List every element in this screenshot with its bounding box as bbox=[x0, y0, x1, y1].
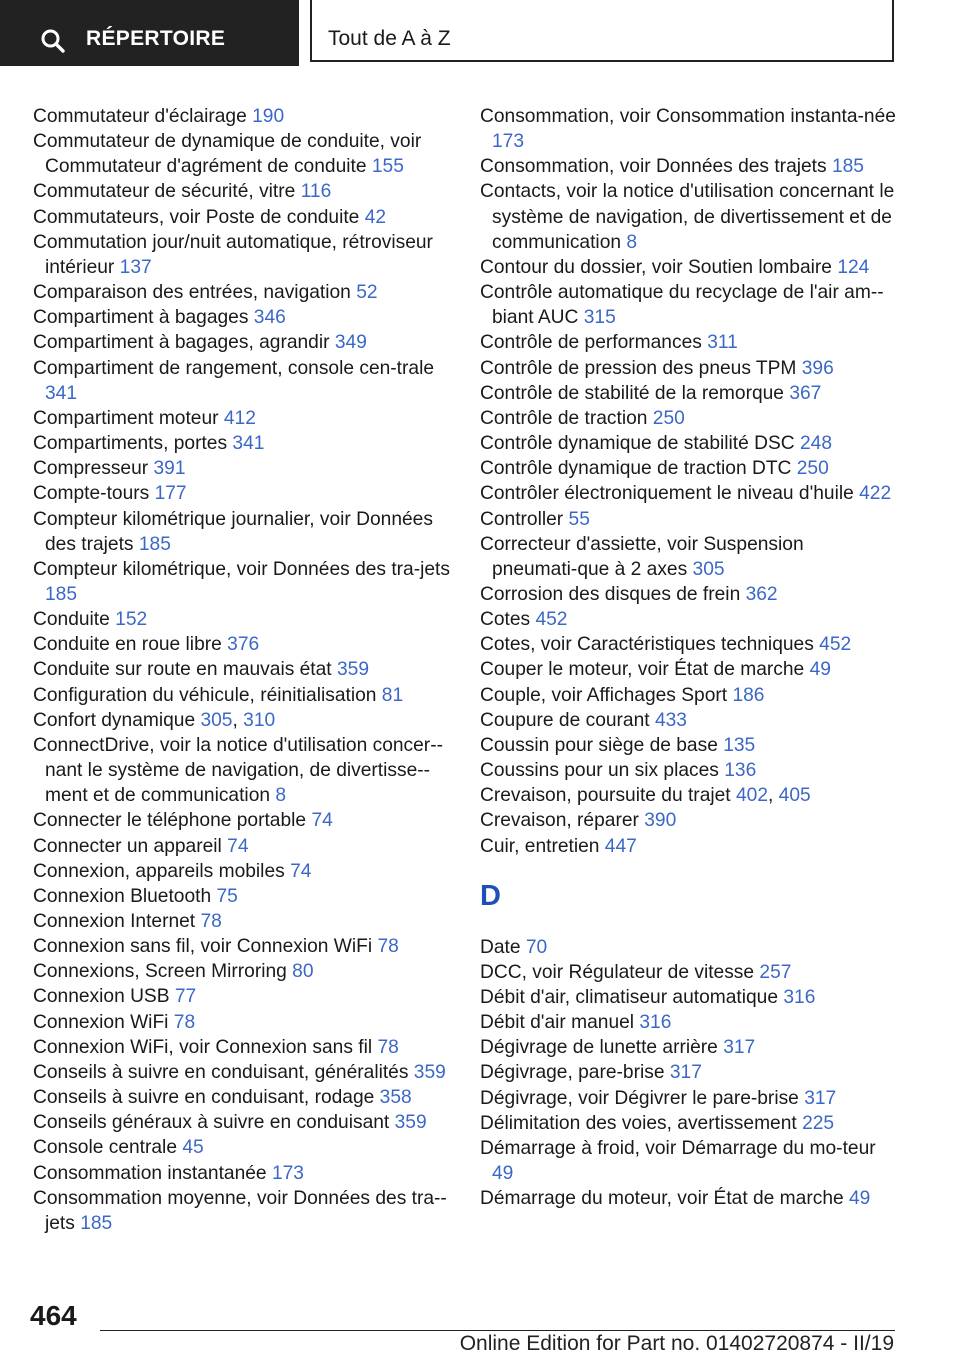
index-entry bbox=[480, 582, 900, 607]
index-entry bbox=[33, 1085, 453, 1110]
index-entry-term: Dégivrage de lunette arrière bbox=[480, 1037, 718, 1059]
index-entry-term: Commutateur d'éclairage bbox=[33, 106, 247, 127]
index-tab-label: RÉPERTOIRE bbox=[86, 27, 226, 50]
index-entry: Crevaison, poursuite du trajet 402, 405 bbox=[480, 785, 811, 807]
page-reference-link[interactable]: 359 bbox=[394, 1112, 427, 1134]
page-reference-link[interactable]: 248 bbox=[799, 433, 832, 455]
index-group-d bbox=[480, 935, 900, 1212]
index-entry-term: Conduite bbox=[33, 609, 110, 631]
index-entry bbox=[480, 834, 900, 859]
page-reference-link[interactable]: 124 bbox=[837, 256, 870, 278]
index-entry bbox=[33, 507, 453, 557]
page-reference-link[interactable]: 367 bbox=[789, 382, 822, 404]
index-entry-term: Corrosion des disques de frein bbox=[480, 583, 741, 605]
page-reference-link[interactable]: 49 bbox=[849, 1188, 871, 1210]
index-entry bbox=[480, 381, 900, 406]
section-tab[interactable] bbox=[310, 0, 894, 62]
index-entry-term: Couper le moteur, voir État de marche bbox=[480, 659, 805, 681]
index-entry bbox=[480, 632, 900, 657]
index-entry bbox=[480, 255, 900, 280]
page-reference-link[interactable]: 74 bbox=[227, 835, 249, 857]
index-entry-term: Connecter un appareil bbox=[33, 835, 222, 857]
index-entry-term: Compartiment de rangement, console cen-trale bbox=[33, 357, 435, 379]
index-entry-term: Comparaison des entrées, navigation bbox=[33, 282, 351, 304]
index-entry-term: Compresseur bbox=[33, 458, 149, 480]
page-reference-link[interactable]: 433 bbox=[654, 709, 687, 731]
page-reference-link[interactable]: 186 bbox=[732, 684, 765, 706]
index-entry bbox=[480, 532, 900, 582]
page-reference-link[interactable]: 49 bbox=[492, 1163, 514, 1185]
page-reference-link[interactable]: 78 bbox=[173, 1011, 196, 1033]
index-entry bbox=[480, 808, 900, 833]
page-reference-link[interactable]: 78 bbox=[377, 936, 399, 958]
index-entry-term: DCC, voir Régulateur de vitesse bbox=[480, 961, 755, 983]
page-reference-link[interactable]: 305 bbox=[692, 558, 725, 580]
index-entry-term: Contacts, voir la notice d'utilisation concernant le système de navigation, de divertissement et de communication bbox=[480, 181, 895, 253]
index-entry bbox=[480, 104, 900, 154]
page-reference-link[interactable]: 49 bbox=[809, 659, 831, 681]
page-reference-link[interactable]: 185 bbox=[45, 583, 78, 605]
index-entry bbox=[480, 683, 900, 708]
index-entry bbox=[480, 1010, 900, 1035]
index-entry bbox=[480, 356, 900, 381]
index-entry bbox=[480, 179, 900, 254]
top-navigation bbox=[0, 0, 960, 66]
index-entry-term: ConnectDrive, voir la notice d'utilisation concer-nant le système de navigation, de divertisse-ment et de communication bbox=[33, 734, 443, 807]
page-reference-link[interactable]: 305 bbox=[200, 709, 233, 731]
index-entry-term: Commutateurs, voir Poste de conduite bbox=[33, 206, 360, 228]
edition-footer: Online Edition for Part no. 01402720874 - II/19 bbox=[459, 1332, 894, 1355]
page-reference-link[interactable]: 391 bbox=[153, 458, 186, 480]
index-entry bbox=[33, 431, 453, 456]
page-reference-link[interactable]: 155 bbox=[371, 156, 404, 178]
index-entry-term: Compteur kilométrique journalier, voir Données des trajets bbox=[33, 508, 433, 555]
index-entry bbox=[33, 1110, 453, 1135]
index-entry bbox=[480, 1060, 900, 1085]
index-entry bbox=[33, 834, 453, 859]
index-entry-term: Débit d'air manuel bbox=[480, 1012, 635, 1034]
index-entry-term: Cotes bbox=[480, 609, 531, 631]
index-entry-term: Configuration du véhicule, réinitialisation bbox=[33, 684, 377, 706]
page-reference-link[interactable]: 42 bbox=[364, 206, 387, 228]
index-entry-term: Compte-tours bbox=[33, 483, 150, 505]
index-entry bbox=[480, 507, 900, 532]
page-reference-link[interactable]: 173 bbox=[271, 1162, 304, 1184]
index-entry bbox=[33, 356, 453, 406]
index-entry-term: Contour du dossier, voir Soutien lombaire bbox=[480, 256, 832, 278]
page-reference-link[interactable]: 137 bbox=[119, 256, 152, 278]
index-entry bbox=[480, 960, 900, 985]
page-number: 464 bbox=[30, 1300, 77, 1331]
page-reference-link[interactable]: 80 bbox=[292, 961, 314, 983]
index-entry-term: Cuir, entretien bbox=[480, 835, 600, 857]
page-reference-link[interactable]: 250 bbox=[652, 407, 685, 429]
index-entry-term: Console centrale bbox=[33, 1137, 177, 1159]
index-entry bbox=[33, 607, 453, 632]
page-reference-link[interactable]: 316 bbox=[639, 1012, 672, 1034]
page-reference-link[interactable]: 55 bbox=[568, 508, 590, 530]
index-entry bbox=[33, 406, 453, 431]
index-entry bbox=[33, 1161, 453, 1186]
index-entry bbox=[480, 330, 900, 355]
index-entry-term: Commutation jour/nuit automatique, rétroviseur intérieur bbox=[33, 231, 433, 278]
index-entry-term: Contrôle de pression des pneus TPM bbox=[480, 357, 797, 379]
page-reference-link[interactable]: 341 bbox=[45, 382, 78, 404]
page-reference-link[interactable]: 349 bbox=[334, 332, 367, 354]
page-reference-link[interactable]: 78 bbox=[377, 1036, 399, 1058]
index-entry bbox=[33, 330, 453, 355]
page-reference-link[interactable]: 412 bbox=[223, 407, 256, 429]
index-entry bbox=[33, 884, 453, 909]
index-entry-term: Connexion Internet bbox=[33, 911, 196, 932]
index-group-c bbox=[480, 104, 900, 859]
index-entry-term: Délimitation des voies, avertissement bbox=[480, 1112, 797, 1134]
index-entry bbox=[33, 632, 453, 657]
page-reference-link[interactable]: 359 bbox=[337, 659, 370, 681]
page-reference-link[interactable]: 185 bbox=[831, 156, 864, 178]
index-entry-term: Commutateur de sécurité, vitre bbox=[33, 181, 296, 203]
page-reference-link[interactable]: 317 bbox=[669, 1062, 702, 1084]
section-tab-label: Tout de A à Z bbox=[328, 27, 451, 50]
page-reference-link[interactable]: 452 bbox=[535, 609, 568, 631]
index-entry-term: Dégivrage, voir Dégivrer le pare-brise bbox=[480, 1087, 799, 1109]
page-reference-link[interactable]: 405 bbox=[778, 785, 811, 807]
index-entry-term: Consommation instantanée bbox=[33, 1162, 267, 1184]
index-entry bbox=[480, 431, 900, 456]
index-entry bbox=[480, 1035, 900, 1060]
page-reference-link[interactable]: 346 bbox=[253, 307, 286, 329]
page-reference-link[interactable]: 185 bbox=[80, 1212, 113, 1234]
page-reference-link[interactable]: 45 bbox=[182, 1137, 204, 1159]
index-entry bbox=[33, 1135, 453, 1160]
index-entry-term: Conduite en roue libre bbox=[33, 634, 222, 656]
index-entry bbox=[33, 1010, 453, 1035]
index-column-left bbox=[33, 104, 453, 1236]
index-entry-term: Connexion USB bbox=[33, 986, 170, 1008]
index-entry-term: Connexion, appareils mobiles bbox=[33, 860, 285, 882]
page-reference-link[interactable]: 135 bbox=[723, 734, 756, 756]
index-entry bbox=[33, 1186, 453, 1236]
index-entry bbox=[480, 1186, 900, 1211]
index-entry bbox=[33, 280, 453, 305]
page-reference-link[interactable]: 75 bbox=[216, 885, 238, 907]
index-entry bbox=[33, 230, 453, 280]
index-entry-term: Contrôle de stabilité de la remorque bbox=[480, 382, 784, 404]
index-entry-term: Consommation moyenne, voir Données des tra-jets bbox=[33, 1187, 447, 1234]
page-reference-link[interactable]: 359 bbox=[413, 1061, 446, 1083]
index-entry bbox=[33, 934, 453, 959]
page-reference-link[interactable]: 250 bbox=[796, 458, 829, 480]
index-entry bbox=[480, 1136, 900, 1186]
index-entry bbox=[33, 984, 453, 1009]
index-entry-term: Conseils à suivre en conduisant, rodage bbox=[33, 1087, 375, 1109]
index-entry-term: Date bbox=[480, 936, 521, 958]
index-entry-term: Contrôle de traction bbox=[480, 407, 648, 429]
index-entry-term: Crevaison, réparer bbox=[480, 810, 639, 832]
page-reference-link[interactable]: 74 bbox=[311, 810, 333, 832]
page-reference-link[interactable]: 8 bbox=[275, 785, 287, 807]
section-letter-heading: D bbox=[480, 879, 501, 912]
index-entry-term: Couple, voir Affichages Sport bbox=[480, 684, 728, 706]
index-entry bbox=[480, 733, 900, 758]
index-entry bbox=[480, 935, 900, 960]
index-entry-term: Consommation, voir Données des trajets bbox=[480, 156, 827, 178]
page-reference-link[interactable]: 396 bbox=[801, 357, 834, 379]
page-reference-link[interactable]: 173 bbox=[492, 131, 525, 153]
page-reference-link[interactable]: 257 bbox=[759, 961, 792, 983]
index-entry bbox=[480, 154, 900, 179]
page-reference-link[interactable]: 74 bbox=[290, 860, 312, 882]
page-reference-link[interactable]: 190 bbox=[252, 106, 285, 127]
page-reference-link[interactable]: 390 bbox=[644, 810, 677, 832]
page-reference-link[interactable]: 70 bbox=[525, 936, 548, 958]
index-entry-term: Commutateur de dynamique de conduite, voir Commutateur d'agrément de conduite bbox=[33, 131, 422, 178]
index-entry bbox=[33, 859, 453, 884]
index-entry bbox=[33, 959, 453, 984]
index-entry bbox=[480, 406, 900, 431]
page-reference-link[interactable]: 341 bbox=[232, 433, 265, 455]
page-reference-link[interactable]: 311 bbox=[707, 332, 738, 354]
index-entry-term: Contrôle dynamique de stabilité DSC bbox=[480, 433, 795, 455]
index-entry-term: Coussins pour un six places bbox=[480, 760, 719, 782]
page-reference-link[interactable]: 317 bbox=[804, 1087, 837, 1109]
page-reference-link[interactable]: 310 bbox=[243, 709, 276, 731]
index-entry-term: Coupure de courant bbox=[480, 709, 650, 731]
index-entry bbox=[480, 456, 900, 481]
index-entry-term: Contrôle automatique du recyclage de l'air am-biant AUC bbox=[480, 282, 884, 329]
index-entry bbox=[33, 1060, 453, 1085]
index-entry: Confort dynamique 305, 310 bbox=[33, 709, 276, 731]
page-reference-link[interactable]: 358 bbox=[379, 1087, 412, 1109]
index-entry-term: Cotes, voir Caractéristiques techniques bbox=[480, 634, 814, 656]
page-reference-link[interactable]: 316 bbox=[783, 987, 816, 1008]
page-reference-link[interactable]: 315 bbox=[583, 307, 616, 329]
index-entry-term: Connexion Bluetooth bbox=[33, 885, 212, 907]
page-reference-link[interactable]: 402 bbox=[735, 785, 768, 807]
index-entry bbox=[33, 1035, 453, 1060]
index-entry-term: Confort dynamique bbox=[33, 709, 196, 731]
index-entry-term: Conseils à suivre en conduisant, généralités bbox=[33, 1061, 409, 1083]
index-entry-term: Compartiments, portes bbox=[33, 433, 228, 455]
footer-divider bbox=[100, 1330, 895, 1331]
page-reference-link[interactable]: 452 bbox=[819, 634, 852, 656]
index-entry-term: Dégivrage, pare-brise bbox=[480, 1062, 665, 1084]
index-entry bbox=[33, 305, 453, 330]
index-entry-term: Connexions, Screen Mirroring bbox=[33, 961, 287, 983]
page-reference-link[interactable]: 77 bbox=[174, 986, 197, 1008]
index-entry-term: Crevaison, poursuite du trajet bbox=[480, 785, 731, 807]
index-entry bbox=[33, 808, 453, 833]
index-entry-term: Compteur kilométrique, voir Données des tra-jets bbox=[33, 558, 450, 580]
page-reference-link[interactable]: 376 bbox=[227, 634, 260, 656]
index-entry bbox=[33, 179, 453, 204]
index-entry bbox=[33, 557, 453, 607]
index-entry bbox=[480, 657, 900, 682]
index-entry bbox=[33, 205, 453, 230]
index-entry bbox=[33, 456, 453, 481]
page-reference-link[interactable]: 317 bbox=[723, 1037, 756, 1059]
index-entry-term: Compartiment moteur bbox=[33, 407, 219, 429]
index-entry bbox=[480, 758, 900, 783]
page-reference-link[interactable]: 116 bbox=[300, 181, 332, 203]
index-entry-term: Consommation, voir Consommation instanta-née bbox=[480, 106, 896, 127]
index-entry-term: Compartiment à bagages bbox=[33, 307, 249, 329]
page-reference-link[interactable]: 8 bbox=[626, 231, 638, 253]
page-reference-link[interactable]: 136 bbox=[724, 760, 757, 782]
page-reference-link[interactable]: 78 bbox=[200, 911, 222, 932]
index-entry-term: Compartiment à bagages, agrandir bbox=[33, 332, 330, 354]
index-entry bbox=[480, 481, 900, 506]
index-entry bbox=[33, 104, 453, 129]
index-column-right bbox=[480, 104, 900, 1211]
page-reference-link[interactable]: 52 bbox=[356, 282, 378, 304]
index-entry-term: Contrôle dynamique de traction DTC bbox=[480, 458, 792, 480]
index-entry-term: Connexion sans fil, voir Connexion WiFi bbox=[33, 936, 373, 958]
index-search-tab[interactable] bbox=[0, 0, 299, 66]
index-entry bbox=[33, 733, 453, 808]
page-reference-link[interactable]: 447 bbox=[604, 835, 637, 857]
index-entry bbox=[480, 280, 900, 330]
index-entry bbox=[33, 683, 453, 708]
page-reference-link[interactable]: 422 bbox=[859, 483, 892, 505]
index-entry bbox=[33, 657, 453, 682]
page-reference-link[interactable]: 185 bbox=[138, 533, 171, 555]
page-reference-link[interactable]: 225 bbox=[802, 1112, 835, 1134]
index-entry-term: Coussin pour siège de base bbox=[480, 734, 718, 756]
index-entry bbox=[480, 985, 900, 1010]
index-entry-term: Controller bbox=[480, 508, 564, 530]
index-entry bbox=[33, 481, 453, 506]
index-entry-term: Démarrage à froid, voir Démarrage du mo-teur bbox=[480, 1137, 876, 1159]
index-entry-term: Contrôle de performances bbox=[480, 332, 702, 354]
index-entry-term: Contrôler électroniquement le niveau d'huile bbox=[480, 483, 854, 505]
index-entry-term: Correcteur d'assiette, voir Suspension pneumati-que à 2 axes bbox=[480, 533, 804, 580]
index-entry bbox=[33, 129, 453, 179]
page-reference-link[interactable]: 81 bbox=[381, 684, 404, 706]
index-entry-term: Connexion WiFi, voir Connexion sans fil bbox=[33, 1036, 373, 1058]
index-entry bbox=[480, 607, 900, 632]
index-entry-term: Connexion WiFi bbox=[33, 1011, 169, 1033]
index-entry bbox=[480, 1111, 900, 1136]
index-entry bbox=[480, 708, 900, 733]
index-entry-term: Débit d'air, climatiseur automatique bbox=[480, 987, 779, 1008]
index-entry-term: Conseils généraux à suivre en conduisant bbox=[33, 1112, 390, 1134]
page-reference-link[interactable]: 152 bbox=[115, 609, 148, 631]
index-entry bbox=[33, 909, 453, 934]
index-entry bbox=[480, 1086, 900, 1111]
index-entry-term: Démarrage du moteur, voir État de marche bbox=[480, 1188, 844, 1210]
index-entry-term: Conduite sur route en mauvais état bbox=[33, 659, 332, 681]
page-reference-link[interactable]: 177 bbox=[154, 483, 187, 505]
page-reference-link[interactable]: 362 bbox=[745, 583, 778, 605]
search-icon bbox=[40, 28, 66, 54]
index-entry-term: Connecter le téléphone portable bbox=[33, 810, 307, 832]
